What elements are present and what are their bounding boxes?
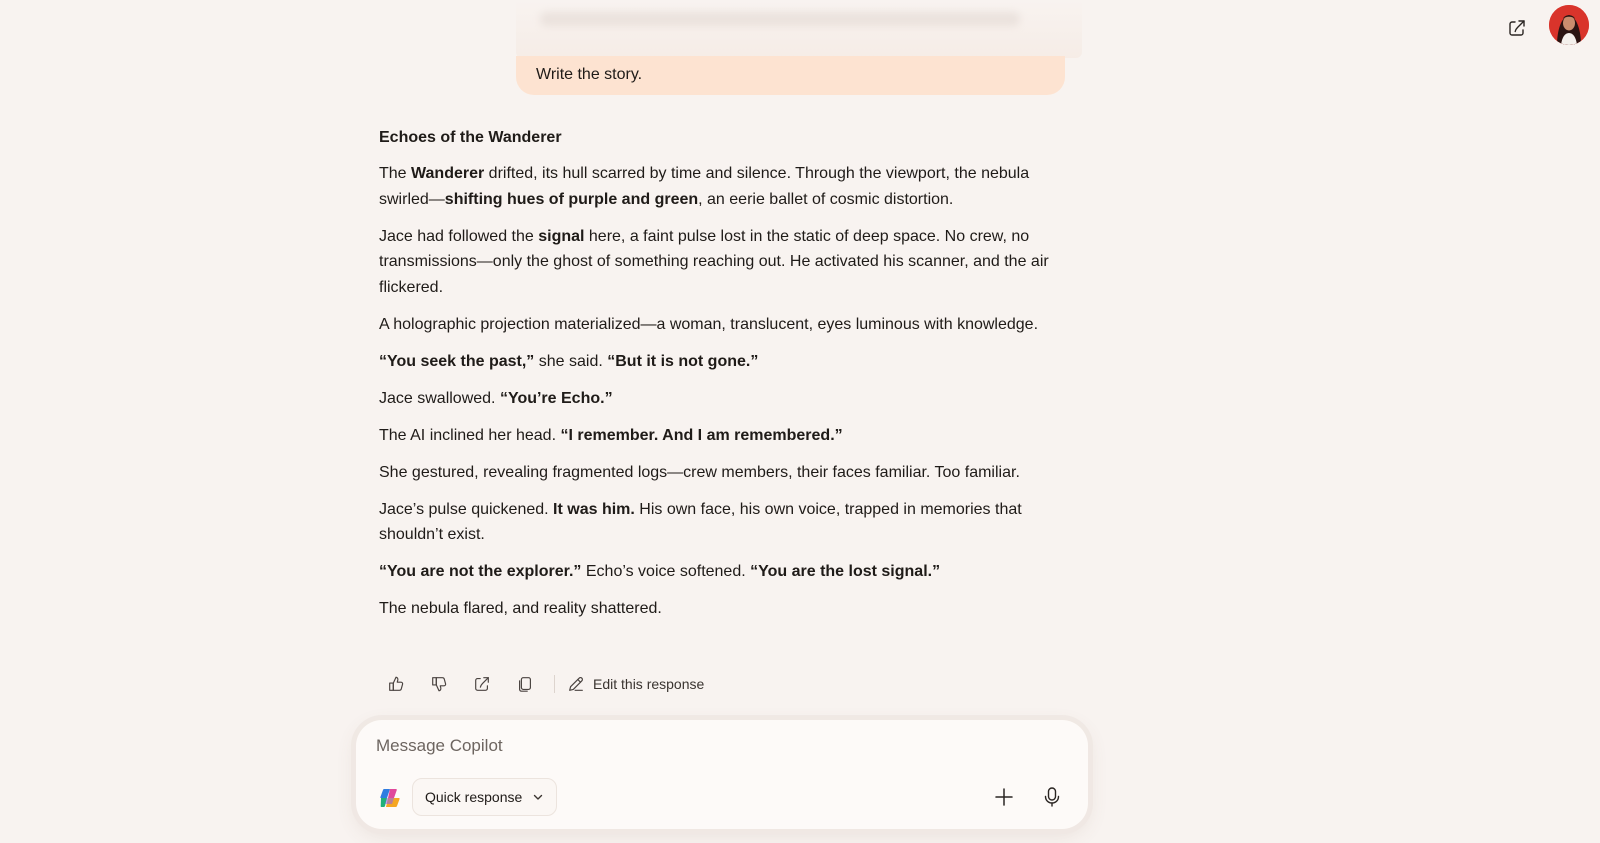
previous-message-faded (516, 0, 1082, 58)
copilot-logo-icon (378, 786, 402, 810)
response-paragraph: She gestured, revealing fragmented logs—crew members, their faces familiar. Too familiar. (379, 463, 1020, 481)
ai-response (379, 125, 1079, 633)
edit-response-button[interactable] (567, 675, 704, 693)
response-title: Echoes of the Wanderer (379, 129, 562, 146)
response-paragraph: A holographic projection materialized—a woman, translucent, eyes luminous with knowledge. (379, 315, 1039, 333)
response-paragraph: The AI inclined her head. “I remember. And I am remembered.” (379, 426, 843, 444)
user-message-bubble (516, 56, 1065, 95)
copy-button[interactable] (509, 668, 541, 700)
chevron-down-icon (532, 791, 544, 803)
thumbs-down-icon (430, 675, 448, 693)
edit-pen-icon (567, 675, 585, 693)
share-response-button[interactable] (466, 668, 498, 700)
plus-icon (994, 787, 1014, 807)
thumbs-up-icon (387, 675, 405, 693)
copy-icon (516, 675, 534, 693)
message-input[interactable] (374, 732, 1058, 760)
response-action-bar (380, 668, 704, 700)
share-icon (1507, 18, 1527, 38)
response-paragraph: Jace had followed the signal here, a faint pulse lost in the static of deep space. No crew, no transmissions—only the ghost of something reaching out. He activated his scanner, and the air flickered. (379, 227, 1049, 296)
message-composer (356, 720, 1088, 829)
response-mode-dropdown[interactable] (412, 778, 557, 816)
response-paragraph: The nebula flared, and reality shattered. (379, 600, 662, 617)
response-paragraph: Jace swallowed. “You’re Echo.” (379, 389, 613, 407)
share-icon (473, 675, 491, 693)
response-paragraph: “You are not the explorer.” Echo’s voice softened. “You are the lost signal.” (379, 563, 941, 580)
action-divider (554, 675, 555, 693)
response-paragraph: The Wanderer drifted, its hull scarred by time and silence. Through the viewport, the nebula swirled—shifting hues of purple and green, an eerie ballet of cosmic distortion. (379, 165, 1030, 208)
response-mode-label: Quick response (425, 789, 523, 805)
user-message-text: Write the story. (536, 66, 643, 83)
response-paragraph: Jace’s pulse quickened. It was him. His own face, his own voice, trapped in memories that shouldn’t exist. (379, 500, 1022, 543)
share-conversation-button[interactable] (1502, 13, 1532, 43)
user-avatar[interactable] (1549, 5, 1589, 45)
microphone-button[interactable] (1037, 782, 1067, 812)
like-button[interactable] (380, 668, 412, 700)
add-attachment-button[interactable] (989, 782, 1019, 812)
edit-response-label: Edit this response (593, 676, 705, 692)
microphone-icon (1042, 786, 1062, 808)
avatar-image (1549, 5, 1589, 45)
response-paragraph: “You seek the past,” she said. “But it is not gone.” (379, 352, 759, 370)
dislike-button[interactable] (423, 668, 455, 700)
